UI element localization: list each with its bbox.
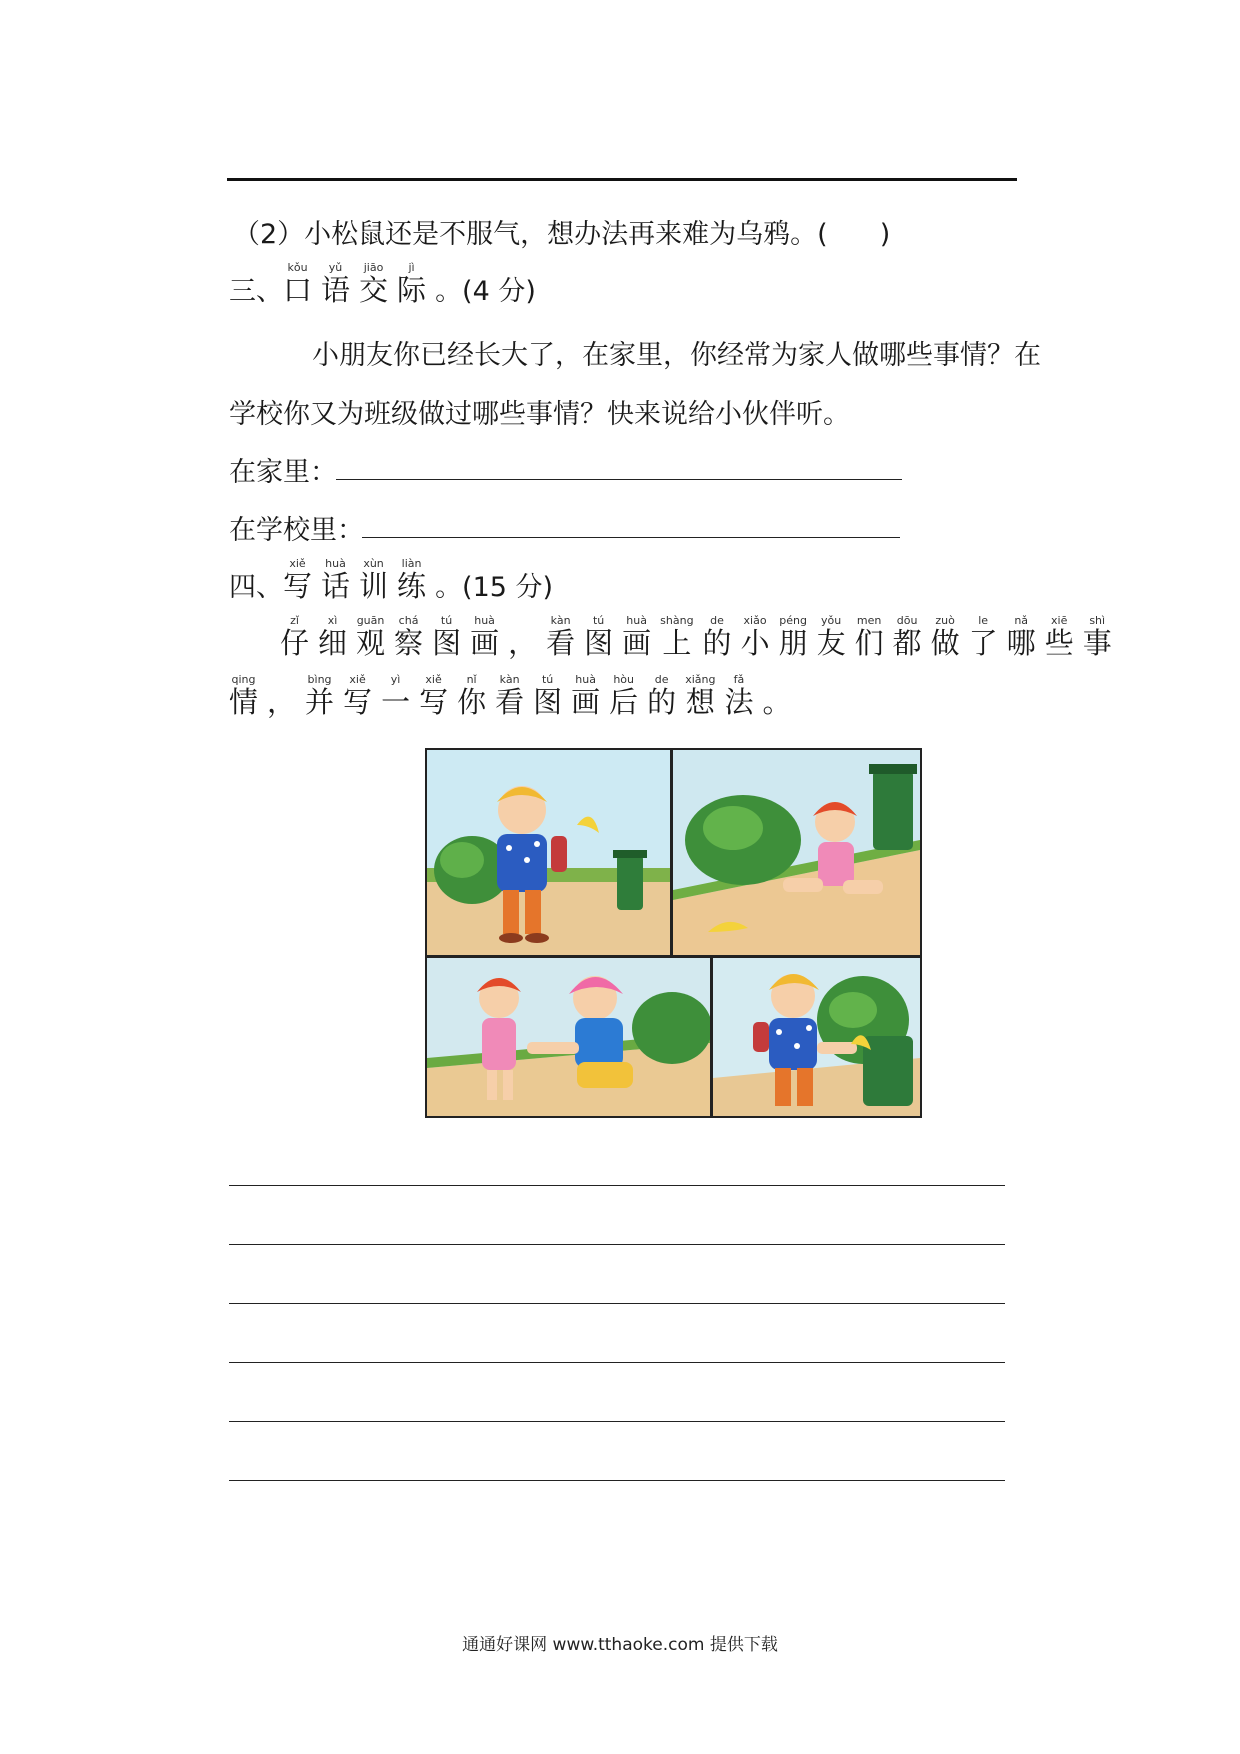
pinyin-char [702, 614, 732, 660]
pinyin-char [229, 673, 259, 719]
pinyin: zǐ [280, 614, 309, 627]
comic-picture [425, 748, 922, 1118]
pinyin-char [816, 614, 846, 660]
pinyin-char [267, 685, 297, 719]
hanzi: 一 [381, 685, 411, 719]
hanzi: 些 [1044, 626, 1074, 660]
pinyin-char [457, 673, 487, 719]
pinyin-char [724, 673, 754, 719]
pinyin: chá [394, 614, 424, 627]
hanzi: 们 [854, 626, 884, 660]
pinyin: péng [778, 614, 808, 627]
hanzi: 口 [283, 273, 313, 307]
hanzi: 后 [609, 685, 639, 719]
pinyin-char [892, 614, 922, 660]
pinyin-char [470, 614, 500, 660]
pinyin-char [283, 557, 313, 603]
section-4-instruction-line1 [280, 615, 1121, 662]
hanzi: 图 [432, 626, 462, 660]
section-3-score: 。(4 分) [435, 276, 536, 307]
writing-line-3[interactable] [229, 1303, 1005, 1304]
hanzi: ， [508, 626, 538, 660]
hanzi: 察 [394, 626, 424, 660]
pinyin: huà [622, 614, 652, 627]
pinyin-char [647, 673, 677, 719]
panel-girl-slipped [673, 750, 920, 955]
pinyin-char [321, 261, 351, 307]
pinyin: yǔ [321, 261, 351, 274]
hanzi: 画 [470, 626, 500, 660]
pinyin-char [381, 673, 411, 719]
hanzi: 图 [533, 685, 563, 719]
pinyin-char [305, 673, 335, 719]
pinyin: kàn [546, 614, 576, 627]
pinyin-char [622, 614, 652, 660]
pinyin: xiě [343, 673, 373, 686]
hanzi: 训 [359, 569, 389, 603]
hanzi: 的 [702, 626, 732, 660]
pinyin: zuò [930, 614, 960, 627]
pinyin-char [685, 673, 716, 719]
hanzi: 上 [660, 626, 694, 660]
pinyin: jiāo [359, 261, 389, 274]
pinyin-char [930, 614, 960, 660]
hanzi: 话 [321, 569, 351, 603]
pinyin: tú [432, 614, 462, 627]
section-4-prefix: 四、 [229, 572, 283, 603]
section-3-paragraph-line1: 小朋友你已经长大了，在家里，你经常为家人做哪些事情？在 [312, 340, 1041, 371]
hanzi: 画 [571, 685, 601, 719]
pinyin: jì [397, 261, 427, 274]
pinyin-char [533, 673, 563, 719]
pinyin: de [647, 673, 677, 686]
pinyin-char [321, 557, 351, 603]
panel-girl-helped [427, 958, 710, 1116]
pinyin: nǐ [457, 673, 487, 686]
pinyin: xiǎng [685, 673, 716, 686]
pinyin: fǎ [724, 673, 754, 686]
hanzi: 写 [419, 685, 449, 719]
pinyin: huà [470, 614, 500, 627]
pinyin-char [283, 261, 313, 307]
home-label: 在家里： [229, 457, 337, 488]
panel-boy-picks-up-peel [713, 958, 920, 1116]
pinyin-char [432, 614, 462, 660]
hanzi: 写 [283, 569, 313, 603]
pinyin-char [778, 614, 808, 660]
pinyin-char [356, 614, 386, 660]
hanzi: ， [267, 685, 297, 719]
hanzi: 都 [892, 626, 922, 660]
footer-credit: 通通好课网 www.tthaoke.com 提供下载 [462, 1635, 778, 1655]
hanzi: 小 [740, 626, 770, 660]
pinyin-char [397, 557, 427, 603]
pinyin: shì [1082, 614, 1112, 627]
pinyin-char [495, 673, 525, 719]
writing-line-1[interactable] [229, 1185, 1005, 1186]
hanzi: 看 [546, 626, 576, 660]
writing-line-5[interactable] [229, 1421, 1005, 1422]
pinyin: yǒu [816, 614, 846, 627]
pinyin: de [702, 614, 732, 627]
pinyin-char [1082, 614, 1112, 660]
hanzi: 朋 [778, 626, 808, 660]
pinyin-char [508, 626, 538, 660]
pinyin: guān [356, 614, 386, 627]
hanzi: 写 [343, 685, 373, 719]
pinyin-char [740, 614, 770, 660]
pinyin-char [660, 614, 694, 660]
pinyin-char [359, 557, 389, 603]
pinyin: tú [533, 673, 563, 686]
hanzi: 画 [622, 626, 652, 660]
pinyin: men [854, 614, 884, 627]
pinyin-char [359, 261, 389, 307]
pinyin: xì [318, 614, 348, 627]
hanzi: 友 [816, 626, 846, 660]
section-4-title [283, 557, 435, 603]
school-answer-line[interactable] [362, 537, 900, 538]
pinyin: xiě [283, 557, 312, 570]
hanzi: 图 [584, 626, 614, 660]
hanzi: 观 [356, 626, 386, 660]
hanzi: 际 [397, 273, 427, 307]
hanzi: 做 [930, 626, 960, 660]
home-answer-line[interactable] [336, 479, 902, 480]
question-2-text: （2）小松鼠还是不服气，想办法再来难为乌鸦。( [233, 219, 828, 250]
hanzi: 交 [359, 273, 389, 307]
hanzi: 你 [457, 685, 487, 719]
hanzi: 想 [685, 685, 716, 719]
pinyin: yì [381, 673, 411, 686]
pinyin: tú [584, 614, 614, 627]
school-label: 在学校里： [229, 515, 364, 546]
pinyin: hòu [609, 673, 639, 686]
pinyin: huà [571, 673, 601, 686]
pinyin-char [394, 614, 424, 660]
pinyin-char [318, 614, 348, 660]
pinyin-char [854, 614, 884, 660]
hanzi: 了 [968, 626, 998, 660]
pinyin-char [1044, 614, 1074, 660]
pinyin: dōu [892, 614, 922, 627]
hanzi: 情 [229, 685, 259, 719]
pinyin: xiǎo [740, 614, 770, 627]
question-2-close: ) [879, 219, 891, 250]
section-3-paragraph-line2: 学校你又为班级做过哪些事情？快来说给小伙伴听。 [229, 399, 850, 430]
pinyin: nǎ [1006, 614, 1036, 627]
pinyin: xiě [419, 673, 449, 686]
pinyin-char [609, 673, 639, 719]
pinyin: huà [321, 557, 351, 570]
hanzi: 练 [397, 569, 427, 603]
pinyin: le [968, 614, 998, 627]
pinyin-char [968, 614, 998, 660]
hanzi: 并 [305, 685, 335, 719]
section-4-score: 。(15 分) [435, 572, 554, 603]
hanzi: 看 [495, 685, 525, 719]
pinyin-char [343, 673, 373, 719]
pinyin-char [397, 261, 427, 307]
section-4-instruction-line2 [229, 674, 800, 721]
hanzi: 事 [1082, 626, 1112, 660]
pinyin-char [419, 673, 449, 719]
pinyin: qing [229, 673, 258, 686]
pinyin: xiē [1044, 614, 1074, 627]
hanzi: 法 [724, 685, 754, 719]
top-rule [227, 178, 1017, 181]
section-4-heading [229, 558, 553, 605]
writing-line-4[interactable] [229, 1362, 1005, 1363]
pinyin-char [280, 614, 310, 660]
hanzi: 的 [647, 685, 677, 719]
pinyin-char [1006, 614, 1036, 660]
pinyin: liàn [397, 557, 427, 570]
writing-line-2[interactable] [229, 1244, 1005, 1245]
hanzi: 细 [318, 626, 348, 660]
hanzi: 。 [762, 685, 792, 719]
hanzi: 语 [321, 273, 351, 307]
section-3-heading [229, 262, 536, 309]
section-3-title [283, 261, 435, 307]
pinyin-char [546, 614, 576, 660]
pinyin: kàn [495, 673, 525, 686]
writing-line-6[interactable] [229, 1480, 1005, 1481]
hanzi: 哪 [1006, 626, 1036, 660]
pinyin-char [584, 614, 614, 660]
pinyin: bìng [305, 673, 335, 686]
pinyin: kǒu [283, 261, 313, 274]
pinyin: xùn [359, 557, 389, 570]
section-3-prefix: 三、 [229, 276, 283, 307]
pinyin-char [571, 673, 601, 719]
pinyin-char [762, 685, 792, 719]
pinyin: shàng [660, 614, 694, 627]
hanzi: 仔 [280, 626, 310, 660]
panel-boy-eating-banana [427, 750, 670, 955]
question-2 [233, 212, 890, 251]
